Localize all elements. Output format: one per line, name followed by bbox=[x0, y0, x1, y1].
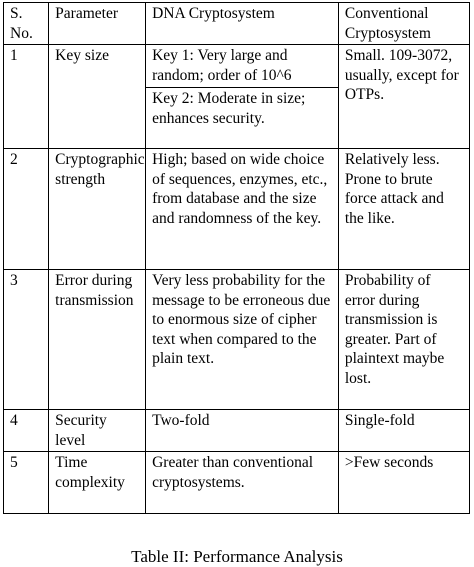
performance-table bbox=[3, 2, 470, 514]
header-dna: DNA Cryptosystem bbox=[146, 3, 339, 45]
cell-sno: 4 bbox=[4, 410, 49, 452]
cell-conventional: Probability of error during transmission is greater. Part of plaintext maybe lost. bbox=[338, 270, 469, 410]
table-caption: Table II: Performance Analysis bbox=[131, 547, 343, 566]
cell-dna-key1: Key 1: Very large and random; order of 10^6 bbox=[146, 45, 339, 88]
header-sno: S. No. bbox=[4, 3, 49, 45]
cell-dna: High; based on wide choice of sequences, enzymes, etc., from database and the size and randomness of the key. bbox=[146, 149, 339, 270]
cell-conventional: Small. 109-3072, usually, except for OTPs. bbox=[338, 45, 469, 149]
cell-dna: Very less probability for the message to be erroneous due to enormous size of cipher text when compared to the plain text. bbox=[146, 270, 339, 410]
table-header-row bbox=[4, 3, 470, 45]
cell-conventional: Relatively less. Prone to brute force attack and the like. bbox=[338, 149, 469, 270]
cell-parameter: Cryptographic strength bbox=[49, 149, 146, 270]
cell-sno: 3 bbox=[4, 270, 49, 410]
table-row bbox=[4, 410, 470, 452]
cell-parameter: Time complexity bbox=[49, 452, 146, 514]
cell-parameter: Error during transmission bbox=[49, 270, 146, 410]
cell-dna: Two-fold bbox=[146, 410, 339, 452]
cell-conventional: Single-fold bbox=[338, 410, 469, 452]
table-row bbox=[4, 270, 470, 410]
cell-dna: Greater than conventional cryptosystems. bbox=[146, 452, 339, 514]
cell-conventional: >Few seconds bbox=[338, 452, 469, 514]
cell-dna-key2: Key 2: Moderate in size; enhances security. bbox=[146, 88, 339, 149]
cell-parameter: Key size bbox=[49, 45, 146, 149]
table-row bbox=[4, 45, 470, 88]
header-parameter: Parameter bbox=[49, 3, 146, 45]
table-row bbox=[4, 452, 470, 514]
cell-parameter: Security level bbox=[49, 410, 146, 452]
cell-sno: 2 bbox=[4, 149, 49, 270]
table-row bbox=[4, 149, 470, 270]
cell-sno: 5 bbox=[4, 452, 49, 514]
header-conventional: Conventional Cryptosystem bbox=[338, 3, 469, 45]
cell-sno: 1 bbox=[4, 45, 49, 149]
